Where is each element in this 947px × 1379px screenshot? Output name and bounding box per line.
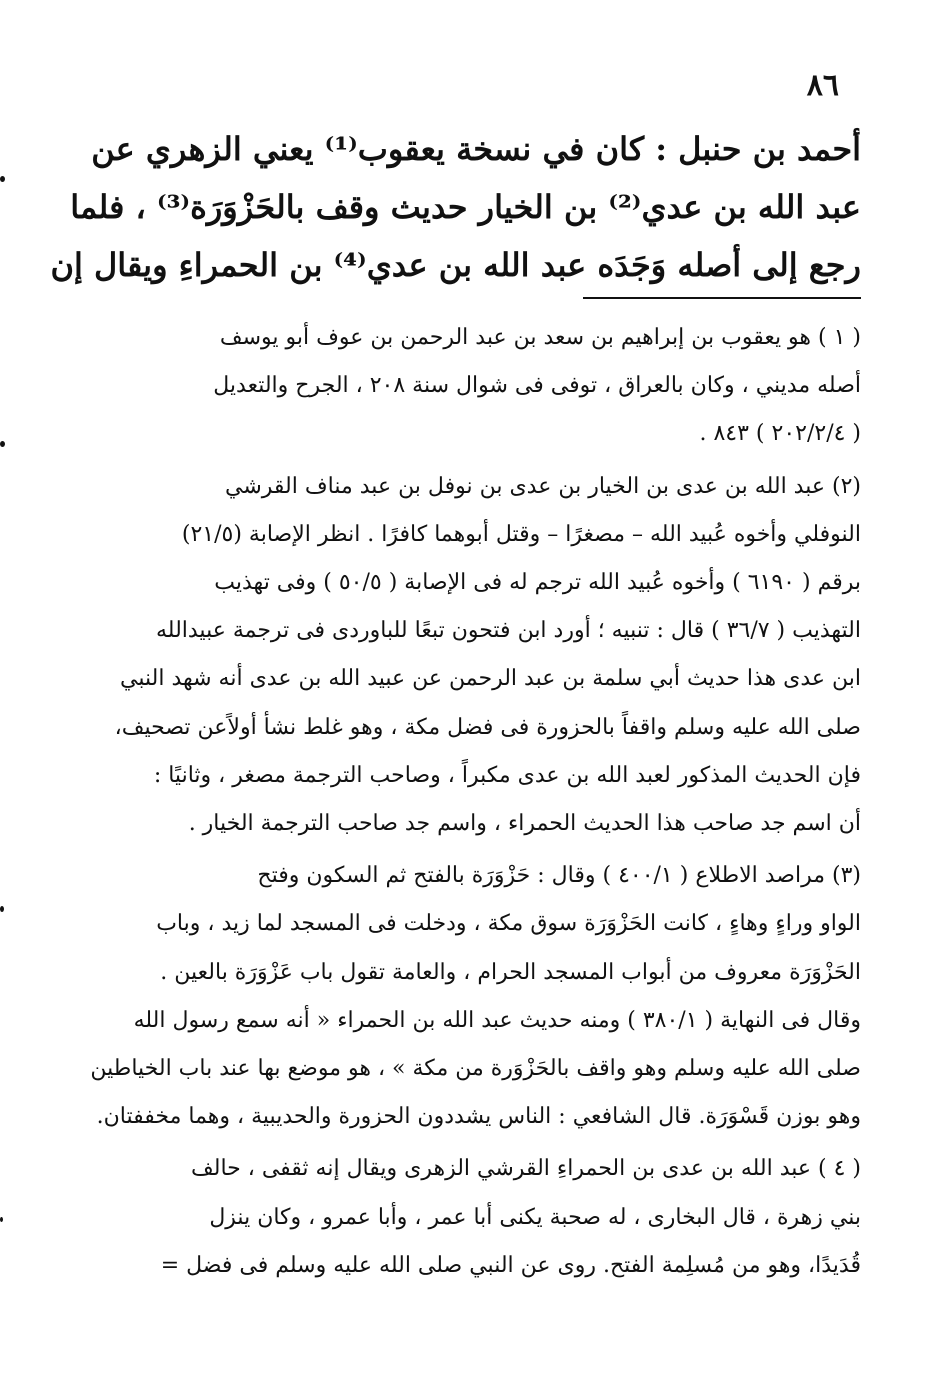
footnote-3	[90, 852, 861, 1141]
scan-speck	[0, 1217, 3, 1222]
footnote-line: برقم ( ٦١٩٠ ) وأخوه عُبيد الله ترجم له فى الإصابة ( ٥٠/٥ ) وفى تهذيب	[214, 570, 861, 596]
footnote-line: وقال فى النهاية ( ٣٨٠/١ ) ومنه حديث عبد الله بن الحمراء « أنه سمع رسول الله	[133, 1007, 861, 1033]
scan-speck	[0, 176, 5, 182]
footnote-line: بني زهرة ، قال البخارى ، له صحبة يكنى أبا عمر ، وأبا عمرو ، وكان ينزل	[209, 1204, 861, 1230]
footnote-line: الواو وراءٍ وهاءٍ ، كانت الحَزْوَرَة سوق مكة ، ودخلت فى المسجد لما زيد ، وباب	[156, 911, 861, 937]
footnote-line: وهو بوزن قَسْوَرَة. قال الشافعي : الناس يشددون الحزورة والحديبية ، وهما مخففتان.	[96, 1104, 861, 1130]
footnote-line: أن اسم جد صاحب هذا الحديث الحمراء ، واسم جد صاحب الترجمة الخيار .	[188, 811, 861, 837]
footnote-line: صلى الله عليه وسلم واقفاً بالحزورة فى فضل مكة ، وهو غلط نشأ أولاًعن تصحيف،	[114, 714, 861, 740]
footnote-line: (٢) عبد الله بن عدى بن الخيار بن عدى بن نوفل بن عبد مناف القرشي	[224, 473, 861, 499]
footnote-4	[131, 1145, 861, 1290]
footnote-1	[131, 314, 861, 459]
footnote-line: ابن عدى هذا حديث أبي سلمة بن عبد الرحمن عن عبيد الله بن عدى أنه شهد النبي	[120, 666, 861, 692]
footnote-line: (٣) مراصد الاطلاع ( ٤٠٠/١ ) وقال : حَزْوَرَة بالفتح ثم السكون وفتح	[257, 863, 861, 889]
main-text-line: أحمد بن حنبل : كان في نسخة يعقوب⁽¹⁾ يعني الزهري عن	[91, 130, 861, 168]
footnote-separator	[583, 297, 861, 299]
page-number: ٨٦	[806, 68, 839, 103]
footnote-line: أصله مديني ، وكان بالعراق ، توفى فى شوال سنة ٢٠٨ ، الجرح والتعديل	[213, 373, 861, 399]
footnote-line: النوفلي وأخوه عُبيد الله – مصغرًا – وقتل أبوهما كافرًا . انظر الإصابة (٢١/٥)	[181, 521, 861, 547]
footnote-line: صلى الله عليه وسلم وهو واقف بالحَزْوَرة من مكة » ، هو موضع بها عند باب الخياطين	[90, 1056, 861, 1082]
main-text	[50, 120, 861, 294]
footnote-line: ( ٢٠٢/٢/٤ ) ٨٤٣ .	[699, 421, 861, 447]
footnote-line: فإن الحديث المذكور لعبد الله بن عدى مكبراً ، وصاحب الترجمة مصغر ، وثانيًا :	[153, 762, 861, 788]
footnote-line: قُدَيدًا، وهو من مُسلِمة الفتح. روى عن النبي صلى الله عليه وسلم فى فضل =	[160, 1252, 861, 1278]
scan-speck	[0, 441, 5, 447]
main-text-line: رجع إلى أصله وَجَدَه عبد الله بن عدي⁽⁴⁾ بن الحمراءِ ويقال إن	[50, 246, 861, 284]
scan-speck	[0, 906, 4, 912]
footnote-line: التهذيب ( ٣٦/٧ ) قال : تنبيه ؛ أورد ابن فتحون تبعًا للباوردى فى ترجمة عبيدالله	[155, 618, 861, 644]
footnote-line: الحَزْوَرَة معروف من أبواب المسجد الحرام ، والعامة تقول باب عَزْوَرَة بالعين .	[160, 959, 861, 985]
footnote-2	[114, 463, 861, 849]
footnotes	[90, 314, 861, 1294]
main-text-line: عبد الله بن عدي⁽²⁾ بن الخيار حديث وقف بالحَزْوَرَة⁽³⁾ ، فلما	[70, 188, 861, 226]
footnote-line: ( ٤ ) عبد الله بن عدى بن الحمراءِ القرشي الزهرى ويقال إنه ثقفى ، حالف	[190, 1156, 861, 1182]
footnote-line: ( ١ ) هو يعقوب بن إبراهيم بن سعد بن عبد الرحمن بن عوف أبو يوسف	[219, 325, 861, 350]
